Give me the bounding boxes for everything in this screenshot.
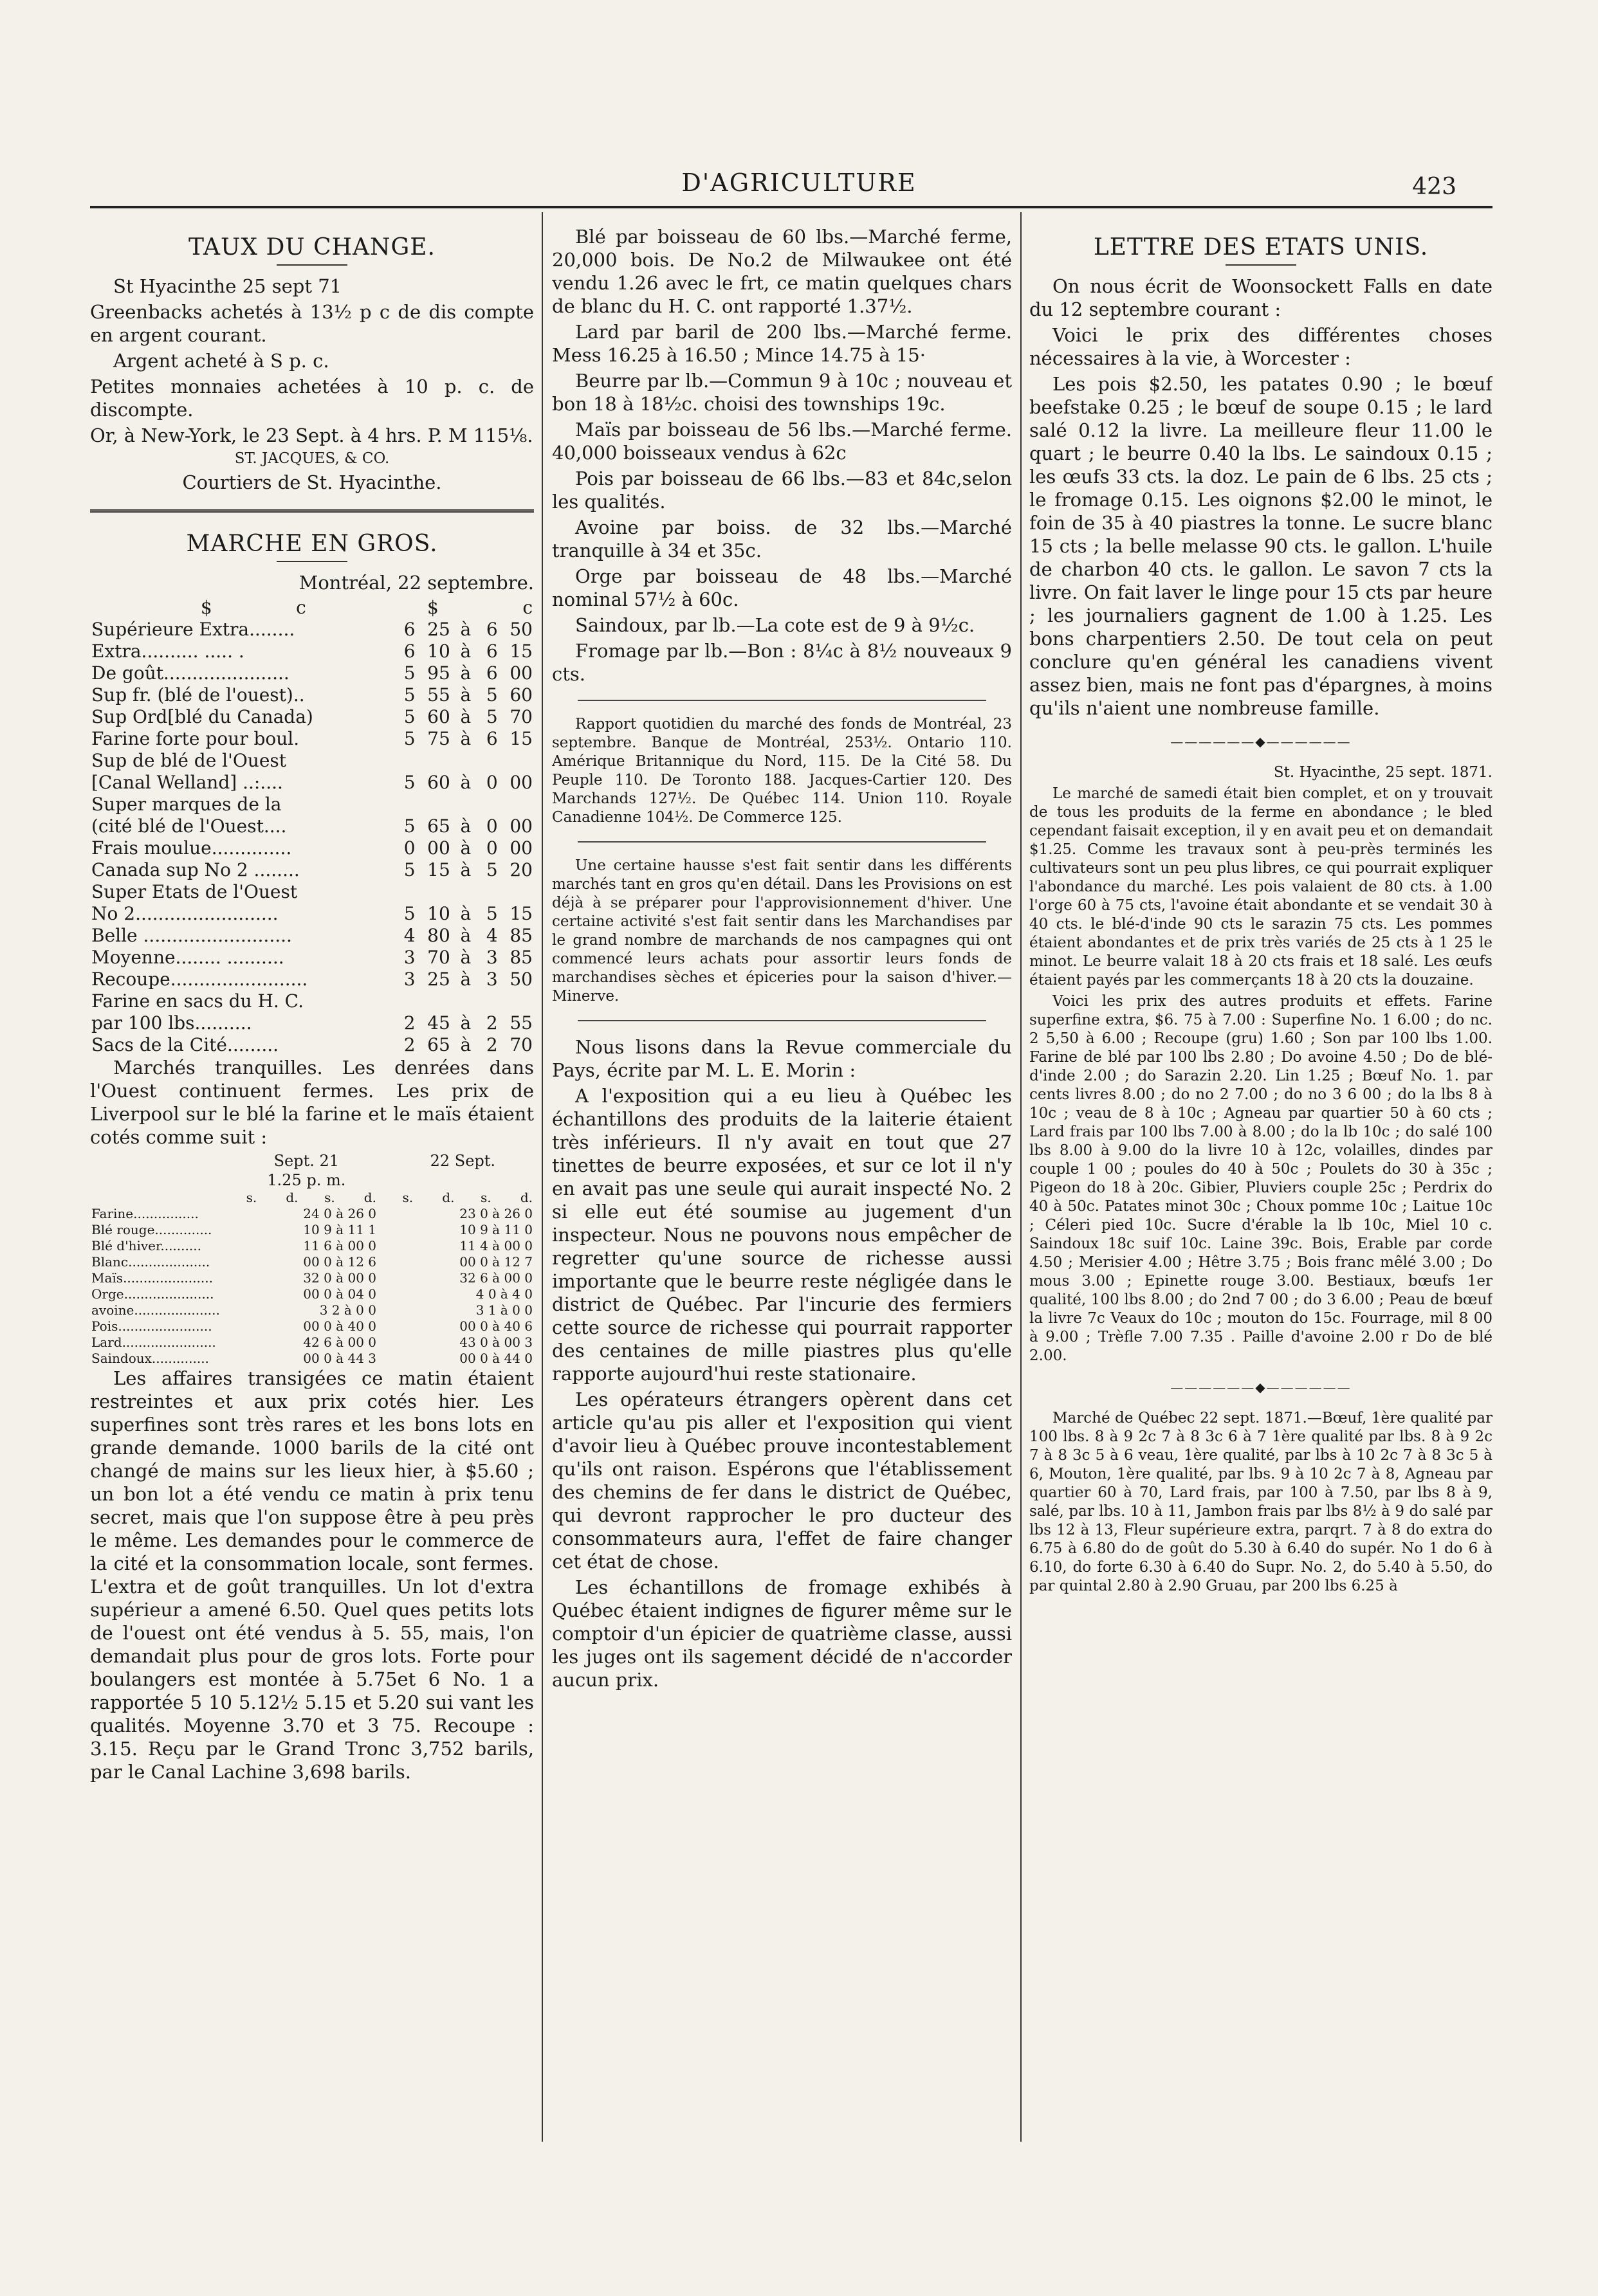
price-cell: 45 bbox=[427, 1012, 450, 1034]
price-cell: 25 bbox=[427, 969, 450, 990]
price-cell: 60 bbox=[427, 706, 450, 727]
liverpool-units bbox=[90, 1190, 534, 1206]
table-header-cell bbox=[90, 1171, 221, 1190]
star-divider: ——————◆—————— bbox=[1170, 1380, 1352, 1395]
price-cell: 20 bbox=[510, 859, 533, 880]
revue-intro: Nous lisons dans la Revue commerciale du Pays, écrite par M. L. E. Morin : bbox=[552, 1036, 1012, 1081]
price-cell: 6 bbox=[486, 728, 498, 749]
exchange-title: TAUX DU CHANGE. bbox=[188, 234, 436, 260]
running-head bbox=[0, 169, 1598, 207]
row-label: Super Etats de l'Ouest bbox=[91, 881, 298, 902]
table-row bbox=[90, 837, 534, 859]
table-row bbox=[90, 772, 534, 794]
revue-paragraph: Les opérateurs étrangers opèrent dans cet article qu'au pis aller et l'exposition qui vient d'avoir lieu à Québec prouve incontestablement qu'ils ont raison. Espérons que l'établissement des chemins de fer dans le district de Québec, qui devront rapprocher le pro ducteur des consommateurs aura, l'effet de faire changer cet état de chose. bbox=[552, 1389, 1012, 1572]
table-header-cell: c bbox=[296, 597, 306, 618]
price-cell: 5 bbox=[403, 706, 416, 727]
row-label: Farine................ bbox=[91, 1206, 199, 1221]
price-cell: 00 0 à 12 6 bbox=[303, 1254, 376, 1270]
price-cell: 5 bbox=[486, 903, 498, 924]
grain-report-beurre: Beurre par lb.—Commun 9 à 10c ; nouveau et bon 18 à 18½c. choisi des townships 19c. bbox=[552, 370, 1012, 415]
revue-paragraph: A l'exposition qui a eu lieu à Québec les échantillons des produits de la laiterie étaient très inférieurs. Il n'y avait en tout que 27 tinettes de beurre exposées, et sur ce lot il n'y en avait pas une seule qui aurait inspecté No. 2 si elle eut été soumise au jugement d'un inspecteur. Nous ne pouvons nous empêcher de regretter qu'une source de richesse aussi importante que le beurre reste négligée dans le district de Québec. Par l'incurie des fermiers cette source de richesse qui pourrait rapporter des centaines de mille piastres plus qu'elle rapporte aujourd'hui reste stationaire. bbox=[552, 1085, 1012, 1385]
row-label: Blé rouge.............. bbox=[91, 1222, 212, 1237]
price-cell: 00 bbox=[510, 837, 533, 859]
table-header-cell: $ bbox=[427, 597, 439, 618]
flour-price-table bbox=[90, 597, 534, 619]
grain-report-lard: Lard par baril de 200 lbs.—Marché ferme. Mess 16.25 à 16.50 ; Mince 14.75 à 15· bbox=[552, 321, 1012, 366]
table-row bbox=[90, 794, 534, 815]
table-row bbox=[90, 1254, 534, 1270]
price-cell bbox=[417, 750, 452, 772]
section-rule bbox=[578, 1020, 986, 1021]
row-label: Supérieure Extra........ bbox=[91, 619, 295, 640]
table-row bbox=[90, 706, 534, 728]
price-cell: 15 bbox=[510, 903, 533, 924]
column-3 bbox=[1029, 225, 1492, 2219]
price-cell: 42 6 à 00 0 bbox=[303, 1335, 376, 1350]
table-header-cell: s. bbox=[324, 1190, 335, 1205]
price-cell: à bbox=[460, 947, 472, 968]
table-header-cell: 22 Sept. bbox=[430, 1152, 496, 1170]
table-header-cell: $ bbox=[200, 597, 212, 618]
price-cell bbox=[452, 881, 480, 903]
price-cell: à bbox=[460, 706, 472, 727]
row-label: Sup fr. (blé de l'ouest).. bbox=[91, 684, 305, 706]
star-divider: ——————◆—————— bbox=[1170, 734, 1352, 749]
table-row bbox=[90, 1238, 534, 1254]
row-label: No 2......................... bbox=[91, 903, 279, 924]
row-label: Recoupe........................ bbox=[91, 969, 308, 990]
price-cell: 11 6 à 00 0 bbox=[303, 1238, 376, 1253]
column-divider bbox=[542, 212, 543, 2142]
price-cell: 50 bbox=[510, 969, 533, 990]
table-header-row bbox=[90, 1190, 534, 1206]
price-cell: 24 0 à 26 0 bbox=[303, 1206, 376, 1221]
grain-report-avoine: Avoine par boiss. de 32 lbs.—Marché tranquille à 34 et 35c. bbox=[552, 516, 1012, 561]
row-label: Sup de blé de l'Ouest bbox=[91, 750, 287, 771]
table-row bbox=[90, 1034, 534, 1056]
hyacinthe-dateline: St. Hyacinthe, 25 sept. 1871. bbox=[1273, 764, 1492, 781]
row-label: Farine en sacs du H. C. bbox=[91, 990, 304, 1012]
price-cell: 2 bbox=[403, 1012, 416, 1034]
price-cell: 5 bbox=[403, 903, 416, 924]
table-header-cell: s. bbox=[246, 1190, 257, 1205]
price-cell: 3 bbox=[486, 947, 498, 968]
price-cell: 43 0 à 00 3 bbox=[459, 1335, 533, 1350]
price-cell: 15 bbox=[510, 728, 533, 749]
table-row bbox=[90, 1302, 534, 1318]
price-cell: à bbox=[460, 815, 472, 837]
price-cell: 3 bbox=[403, 947, 416, 968]
price-cell: 32 0 à 00 0 bbox=[303, 1270, 376, 1286]
price-cell: 4 0 à 4 0 bbox=[475, 1286, 533, 1302]
price-cell: à bbox=[460, 619, 472, 640]
price-cell bbox=[417, 794, 452, 815]
hyacinthe-price-list: Voici les prix des autres produits et effets. Farine superfine extra, $6. 75 à 7.00 : Superfine No. 1 6.00 ; do nc. 2 5,50 à 6.00 ; Recoupe (gru) 1.60 ; Son par 100 lbs 1.00. Farine de blé par 100 lbs 2.80 ; Do avoine 4.50 ; Do de blé-d'inde 2.00 ; do Sarazin 2.20. Lin 1.25 ; Bœuf No. 1. par cents livres 8.00 ; do no 2 7.00 ; do no 3 6 00 ; do la lbs 8 à 10c ; veau de 8 à 10c ; Agneau par quartier 50 à 60 cts ; Lard frais par 100 lbs 7.00 à 8.00 ; do la lb 10c ; do salé 100 lbs 8.00 à 9.00 do la livre 10 à 12c, volailles, dindes par couple 1 00 ; poules do 40 à 50c ; Poulets do 30 à 35c ; Pigeon do 18 à 20c. Gibier, Pluviers couple 25c ; Perdrix do 40 à 50c. Patates minot 30c ; Choux pomme 10c ; Laitue 10c ; Céleri pied 10c. Sucre d'érable la lb 10c, Miel 10 c. Saindoux 18c suif 10c. Laine 39c. Bois, Erable par corde 4.50 ; Merisier 4.00 ; Hêtre 3.75 ; Bois franc mêlé 3.00 ; Do mous 3.00 ; Epinette rouge 3.00. Bestiaux, bœufs 1er qualité, 100 lbs 8.00 ; do 2nd 7 00 ; do 3 6.00 ; Peau de bœuf la livre 7c Veaux do 10c ; mouton do 15c. Fourrage, mil 8 00 à 9.00 ; Trèfle 7.00 7.35 . Paille d'avoine 2.00 r Do de blé 2.00. bbox=[1029, 993, 1492, 1364]
row-label: Blé d'hiver.......... bbox=[91, 1238, 201, 1253]
table-row bbox=[90, 1335, 534, 1351]
price-cell: 11 4 à 00 0 bbox=[459, 1238, 533, 1253]
price-cell: 0 bbox=[403, 837, 416, 859]
price-cell: à bbox=[460, 903, 472, 924]
row-label: Lard....................... bbox=[91, 1335, 216, 1350]
price-cell: 0 bbox=[486, 837, 498, 859]
page-number: 423 bbox=[1412, 174, 1456, 200]
price-cell: 4 bbox=[486, 925, 498, 946]
row-label: Extra.......... ..... . bbox=[91, 641, 244, 662]
table-header-cell bbox=[90, 1151, 221, 1171]
price-cell: 00 0 à 44 3 bbox=[303, 1351, 376, 1366]
table-row bbox=[90, 1351, 534, 1367]
row-label: (cité blé de l'Ouest.... bbox=[91, 815, 287, 837]
price-cell bbox=[452, 794, 480, 815]
revue-paragraph: Les échantillons de fromage exhibés à Québec étaient indignes de figurer même sur le comptoir d'un épicier de quatrième classe, aussi les juges ont ils sagement décidé de n'accorder aucun prix. bbox=[552, 1576, 1012, 1691]
letter-intro-2: Voici le prix des différentes choses nécessaires à la vie, à Worcester : bbox=[1029, 324, 1492, 369]
table-header-cell bbox=[90, 597, 109, 619]
price-cell: 00 0 à 12 7 bbox=[459, 1254, 533, 1270]
table-header-cell: d. bbox=[442, 1190, 455, 1205]
table-row bbox=[90, 925, 534, 947]
row-label: Pois....................... bbox=[91, 1318, 212, 1334]
price-cell: à bbox=[460, 837, 472, 859]
price-cell: 5 bbox=[403, 728, 416, 749]
price-cell: 00 0 à 40 0 bbox=[303, 1318, 376, 1334]
exchange-signature-firm: ST. JACQUES, & CO. bbox=[234, 450, 390, 467]
column-divider bbox=[1020, 212, 1022, 2142]
price-cell: 70 bbox=[510, 706, 533, 727]
table-row bbox=[90, 1206, 534, 1222]
price-cell: 00 0 à 40 6 bbox=[459, 1318, 533, 1334]
table-header-cell: c bbox=[522, 597, 533, 618]
table-row bbox=[90, 1222, 534, 1238]
price-cell: 3 1 à 0 0 bbox=[475, 1302, 533, 1318]
table-row bbox=[90, 1286, 534, 1302]
table-row bbox=[90, 684, 534, 706]
section-rule bbox=[90, 509, 534, 515]
quebec-market-report: Marché de Québec 22 sept. 1871.—Bœuf, 1ère qualité par 100 lbs. 8 à 9 2c 7 à 8 3c 6 à 7 1ère qualité par lbs. 8 à 9 2c 7 à 8 3c 5 à 6 veau, 1ère qualité, par lbs à 10 2c 7 à 8 3c 5 à 6, Mouton, 1ère qualité, par lbs. 9 à 10 2c 7 à 8, Agneau par quartier 60 à 70, Lard frais, par 100 à 7.50, par lbs 8 à 9, salé, par lbs. 10 à 11, Jambon frais par lbs 8½ à 9 do salé par lbs 12 à 13, Fleur supérieure extra, parqrt. 7 à 8 do extra do 6.75 à 6.80 do de goût do 5.30 à 6.40 do supér. No 1 do 6 à 6.10, do forte 6.30 à 6.40 do Supr. No. 2, do 5.40 à 5.50, do par quintal 2.80 à 2.90 Gruau, par 200 lbs 6.25 à bbox=[1029, 1410, 1492, 1594]
price-cell: 0 bbox=[486, 815, 498, 837]
price-cell: à bbox=[460, 662, 472, 684]
table-header-cell: d. bbox=[363, 1190, 376, 1205]
price-cell: 10 9 à 11 0 bbox=[459, 1222, 533, 1237]
price-cell: à bbox=[460, 1034, 472, 1055]
price-cell: à bbox=[460, 969, 472, 990]
table-row bbox=[90, 619, 534, 641]
grain-report-pois: Pois par boisseau de 66 lbs.—83 et 84c,selon les qualités. bbox=[552, 468, 1012, 513]
letter-intro: On nous écrit de Woonsockett Falls en date du 12 septembre courant : bbox=[1029, 275, 1492, 320]
price-cell: 10 bbox=[427, 903, 450, 924]
price-cell: 00 bbox=[427, 837, 450, 859]
row-label: Moyenne........ .......... bbox=[91, 947, 284, 968]
price-cell: 6 bbox=[486, 641, 498, 662]
table-header-cell: d. bbox=[286, 1190, 298, 1205]
row-label: Farine forte pour boul. bbox=[91, 728, 300, 749]
price-cell: 85 bbox=[510, 947, 533, 968]
price-cell bbox=[452, 990, 480, 1012]
price-cell bbox=[417, 881, 452, 903]
price-cell bbox=[398, 881, 417, 903]
table-header-cell bbox=[90, 1190, 221, 1206]
price-cell: 00 0 à 04 0 bbox=[303, 1286, 376, 1302]
price-cell: 75 bbox=[427, 728, 450, 749]
price-cell: 2 bbox=[486, 1012, 498, 1034]
liverpool-header bbox=[90, 1151, 534, 1190]
table-header-cell bbox=[392, 1171, 534, 1190]
header-rule bbox=[90, 206, 1492, 208]
price-cell: à bbox=[460, 1012, 472, 1034]
row-label: Blanc.................... bbox=[91, 1254, 210, 1270]
price-cell: 60 bbox=[510, 684, 533, 706]
price-cell: 00 0 à 44 0 bbox=[459, 1351, 533, 1366]
price-cell: 5 bbox=[403, 684, 416, 706]
title-rule bbox=[277, 264, 347, 266]
price-cell: 3 bbox=[403, 969, 416, 990]
price-cell: 5 bbox=[486, 859, 498, 880]
row-label: avoine..................... bbox=[91, 1302, 220, 1318]
price-cell: 10 9 à 11 1 bbox=[303, 1222, 376, 1237]
price-cell bbox=[398, 750, 417, 772]
price-cell: 5 bbox=[486, 706, 498, 727]
price-cell: 5 bbox=[403, 662, 416, 684]
table-row bbox=[90, 641, 534, 662]
price-cell: 10 bbox=[427, 641, 450, 662]
table-row bbox=[90, 859, 534, 881]
price-cell bbox=[499, 881, 534, 903]
price-cell: 70 bbox=[510, 1034, 533, 1055]
price-cell: 5 bbox=[403, 772, 416, 793]
price-cell: 3 2 à 0 0 bbox=[319, 1302, 376, 1318]
table-row bbox=[90, 728, 534, 750]
exchange-dateline: St Hyacinthe 25 sept 71 bbox=[113, 275, 342, 297]
price-cell: 0 bbox=[486, 772, 498, 793]
table-header-row bbox=[90, 1171, 534, 1190]
table-row bbox=[90, 1012, 534, 1034]
row-label: par 100 lbs.......... bbox=[91, 1012, 252, 1034]
price-cell: à bbox=[460, 641, 472, 662]
title-rule bbox=[277, 561, 347, 562]
section-rule bbox=[578, 700, 986, 701]
grain-report-ble: Blé par boisseau de 60 lbs.—Marché ferme, 20,000 bois. De No.2 de Milwaukee ont été vendu 1.26 avec le frt, ce matin quelques chars de blanc du H. C. ont rapporté 1.37½. bbox=[552, 226, 1012, 317]
table-row bbox=[90, 1270, 534, 1286]
letter-prices: Les pois $2.50, les patates 0.90 ; le bœuf beefstake 0.25 ; le bœuf de soupe 0.15 ; le lard salé 0.12 la livre. La meilleure fleur 11.00 le quart ; le beurre 0.40 la lbs. Le saindoux 0.15 ; les œufs 33 cts. la doz. Le pain de 6 lbs. 25 cts ; le fromage 0.15. Les oignons $2.00 le minot, le foin de 35 à 40 piastres la tonne. Le sucre blanc 15 cts ; la belle melasse 90 cts. le gallon. L'huile de charbon 40 cts. le gallon. Le savon 7 cts la livre. On fait laver le linge pour 15 cts par heure ; les journaliers gagnent de 1.00 à 1.25. Les bons charpentiers 2.50. De tout cela on peut conclure qu'en général les canadiens vivent assez bien, mais ne font pas d'épargnes, à moins qu'ils n'aient une nombreuse famille. bbox=[1029, 373, 1492, 719]
row-label: Canada sup No 2 ........ bbox=[91, 859, 300, 880]
price-cell: 15 bbox=[427, 859, 450, 880]
row-label: Frais moulue.............. bbox=[91, 837, 292, 859]
letter-title: LETTRE DES ETATS UNIS. bbox=[1093, 234, 1429, 260]
price-cell: 23 0 à 26 0 bbox=[459, 1206, 533, 1221]
price-cell: 4 bbox=[403, 925, 416, 946]
table-row bbox=[90, 662, 534, 684]
price-cell: 32 6 à 00 0 bbox=[459, 1270, 533, 1286]
price-cell bbox=[480, 881, 499, 903]
grain-report-saindoux: Saindoux, par lb.—La cote est de 9 à 9½c. bbox=[575, 614, 975, 636]
price-cell: 6 bbox=[403, 641, 416, 662]
price-cell: 80 bbox=[427, 925, 450, 946]
price-rise-note: Une certaine hausse s'est fait sentir dans les différents marchés tant en gros qu'en détail. Dans les Provisions on est déjà à se préparer pour l'approvisionnement d'hiver. Une certaine activité s'est fait sentir dans les Marchandises par le grand nombre de marchands de nos campagnes qui ont commencé leurs achats pour assortir leurs fonds de marchandises sèches et épiceries pour la saison d'hiver.—Minerve. bbox=[552, 857, 1012, 1005]
row-label: Sup Ord[blé du Canada) bbox=[91, 706, 313, 727]
table-header-cell: 1.25 p. m. bbox=[267, 1171, 346, 1189]
table-row bbox=[90, 903, 534, 925]
market-report: Les affaires transigées ce matin étaient restreintes et aux prix cotés hier. Les superfines sont très rares et les bons lots en grande demande. 1000 barils de la cité ont changé de mains sur les lieux hier, à $5.60 ; un bon lot a été vendu ce matin à prix tenu secret, mais que l'on suppose être à peu près le même. Les demandes pour le commerce de la cité et la consommation locale, sont fermes. L'extra et de goût tranquilles. Un lot d'extra supérieur a amené 6.50. Quel ques petits lots de l'ouest ont été vendus à 5. 55, mais, l'on demandait plus pour de gros lots. Forte pour boulangers est montée à 5.75et 6 No. 1 a rapportée 5 10 5.12½ 5.15 et 5.20 sui vant les qualités. Moyenne 3.70 et 3 75. Recoupe : 3.15. Reçu par le Grand Tronc 3,752 barils, par le Canal Lachine 3,698 barils. bbox=[90, 1367, 534, 1783]
row-label: Orge...................... bbox=[91, 1286, 214, 1302]
price-cell bbox=[398, 990, 417, 1012]
price-cell bbox=[480, 794, 499, 815]
exchange-signature-title: Courtiers de St. Hyacinthe. bbox=[182, 471, 442, 493]
table-row bbox=[90, 815, 534, 837]
hyacinthe-market-report: Le marché de samedi était bien complet, et on y trouvait de tous les produits de la ferme en abondance ; le bled cependant faisait exception, il y en avait peu et on demandait $1.25. Comme les travaux sont à peu-près terminés les cultivateurs sont un peu plus libres, ce qui pourrait expliquer l'abondance du marché. Les pois valaient de 80 cts. à 1.00 l'orge 60 à 75 cts, l'avoine était abondante et se vendait 30 à 40 cts. le blé-d'inde 90 cts le sarazin 75 cts. Les pommes étaient abondantes et de prix très variés de 25 cts à 1 25 le minot. Le beurre valait 18 à 20 cts frais et 18 salé. Les œufs étaient payés par les commerçants 18 à 20 cts la douzaine. bbox=[1029, 785, 1492, 989]
price-cell: 00 bbox=[510, 662, 533, 684]
price-cell bbox=[452, 750, 480, 772]
price-cell bbox=[480, 990, 499, 1012]
price-cell bbox=[499, 794, 534, 815]
grain-report-orge: Orge par boisseau de 48 lbs.—Marché nominal 57½ à 60c. bbox=[552, 565, 1012, 610]
grain-report-mais: Maïs par boisseau de 56 lbs.—Marché ferme. 40,000 boisseaux vendus à 62c bbox=[552, 419, 1012, 464]
market-summary: Marchés tranquilles. Les denrées dans l'Ouest continuent fermes. Les prix de Liverpool sur le blé la farine et le maïs étaient cotés comme suit : bbox=[90, 1057, 534, 1148]
table-header-cell: d. bbox=[520, 1190, 533, 1205]
table-row bbox=[90, 1318, 534, 1335]
flour-price-rows bbox=[90, 619, 534, 1056]
row-label: Sacs de la Cité......... bbox=[91, 1034, 279, 1055]
exchange-argent: Argent acheté à S p. c. bbox=[113, 350, 329, 372]
title-rule bbox=[1226, 264, 1296, 266]
row-label: Maïs...................... bbox=[91, 1270, 213, 1286]
price-cell: 00 bbox=[510, 815, 533, 837]
market-title: MARCHE EN GROS. bbox=[186, 531, 438, 557]
price-cell: 85 bbox=[510, 925, 533, 946]
price-cell: 3 bbox=[486, 969, 498, 990]
price-cell: 70 bbox=[427, 947, 450, 968]
table-header-cell bbox=[308, 597, 336, 619]
price-cell: 95 bbox=[427, 662, 450, 684]
table-row bbox=[90, 990, 534, 1012]
row-label: De goût...................... bbox=[91, 662, 289, 684]
table-row bbox=[90, 947, 534, 969]
row-label: Saindoux.............. bbox=[91, 1351, 209, 1366]
grain-report-fromage: Fromage par lb.—Bon : 8¼c à 8½ nouveaux 9 cts. bbox=[552, 640, 1012, 685]
price-cell: 6 bbox=[486, 619, 498, 640]
row-label: Belle .......................... bbox=[91, 925, 292, 946]
price-cell: 00 bbox=[510, 772, 533, 793]
price-cell: 50 bbox=[510, 619, 533, 640]
stock-report: Rapport quotidien du marché des fonds de Montréal, 23 septembre. Banque de Montréal, 253½. Ontario 110. Amérique Britannique du Nord, 115. De la Cité 58. Du Peuple 110. De Toronto 188. Jacques-Cartier 120. Des Marchands 127½. De Québec 114. Union 110. Royale Canadienne 104½. De Commerce 125. bbox=[552, 716, 1012, 826]
price-cell bbox=[499, 750, 534, 772]
table-row bbox=[90, 969, 534, 990]
price-cell: 5 bbox=[486, 684, 498, 706]
table-header-cell: s. bbox=[402, 1190, 414, 1205]
market-dateline: Montréal, 22 septembre. bbox=[298, 572, 534, 594]
price-cell bbox=[499, 990, 534, 1012]
price-cell: 15 bbox=[510, 641, 533, 662]
column-2 bbox=[552, 225, 1012, 2219]
running-title: D'AGRICULTURE bbox=[681, 169, 917, 197]
price-cell bbox=[417, 990, 452, 1012]
price-cell: 6 bbox=[403, 619, 416, 640]
price-cell: 5 bbox=[403, 815, 416, 837]
price-cell: 6 bbox=[486, 662, 498, 684]
price-cell: à bbox=[460, 925, 472, 946]
table-header-row bbox=[90, 597, 534, 619]
price-cell: 55 bbox=[510, 1012, 533, 1034]
column-1 bbox=[90, 225, 534, 2219]
table-header-cell: s. bbox=[481, 1190, 491, 1205]
price-cell: 55 bbox=[427, 684, 450, 706]
row-label: Super marques de la bbox=[91, 794, 282, 815]
price-cell: 25 bbox=[427, 619, 450, 640]
table-row bbox=[90, 750, 534, 772]
price-cell: 65 bbox=[427, 815, 450, 837]
exchange-greenbacks: Greenbacks achetés à 13½ p c de dis compte en argent courant. bbox=[90, 301, 534, 346]
exchange-monnaies: Petites monnaies achetées à 10 p. c. de discompte. bbox=[90, 376, 534, 421]
price-cell: à bbox=[460, 859, 472, 880]
price-cell: 60 bbox=[427, 772, 450, 793]
price-cell: 2 bbox=[486, 1034, 498, 1055]
table-header-row bbox=[90, 1151, 534, 1171]
price-cell bbox=[398, 794, 417, 815]
exchange-or: Or, à New-York, le 23 Sept. à 4 hrs. P. M 115⅛. bbox=[90, 424, 533, 446]
row-label: [Canal Welland] ..:.... bbox=[91, 772, 283, 793]
price-cell: à bbox=[460, 772, 472, 793]
price-cell: à bbox=[460, 684, 472, 706]
price-cell: 2 bbox=[403, 1034, 416, 1055]
price-cell: 65 bbox=[427, 1034, 450, 1055]
section-rule bbox=[578, 841, 986, 843]
liverpool-price-table bbox=[90, 1206, 534, 1367]
price-cell: 5 bbox=[403, 859, 416, 880]
table-header-cell: Sept. 21 bbox=[273, 1152, 340, 1170]
price-cell bbox=[480, 750, 499, 772]
price-cell: à bbox=[460, 728, 472, 749]
table-row bbox=[90, 881, 534, 903]
